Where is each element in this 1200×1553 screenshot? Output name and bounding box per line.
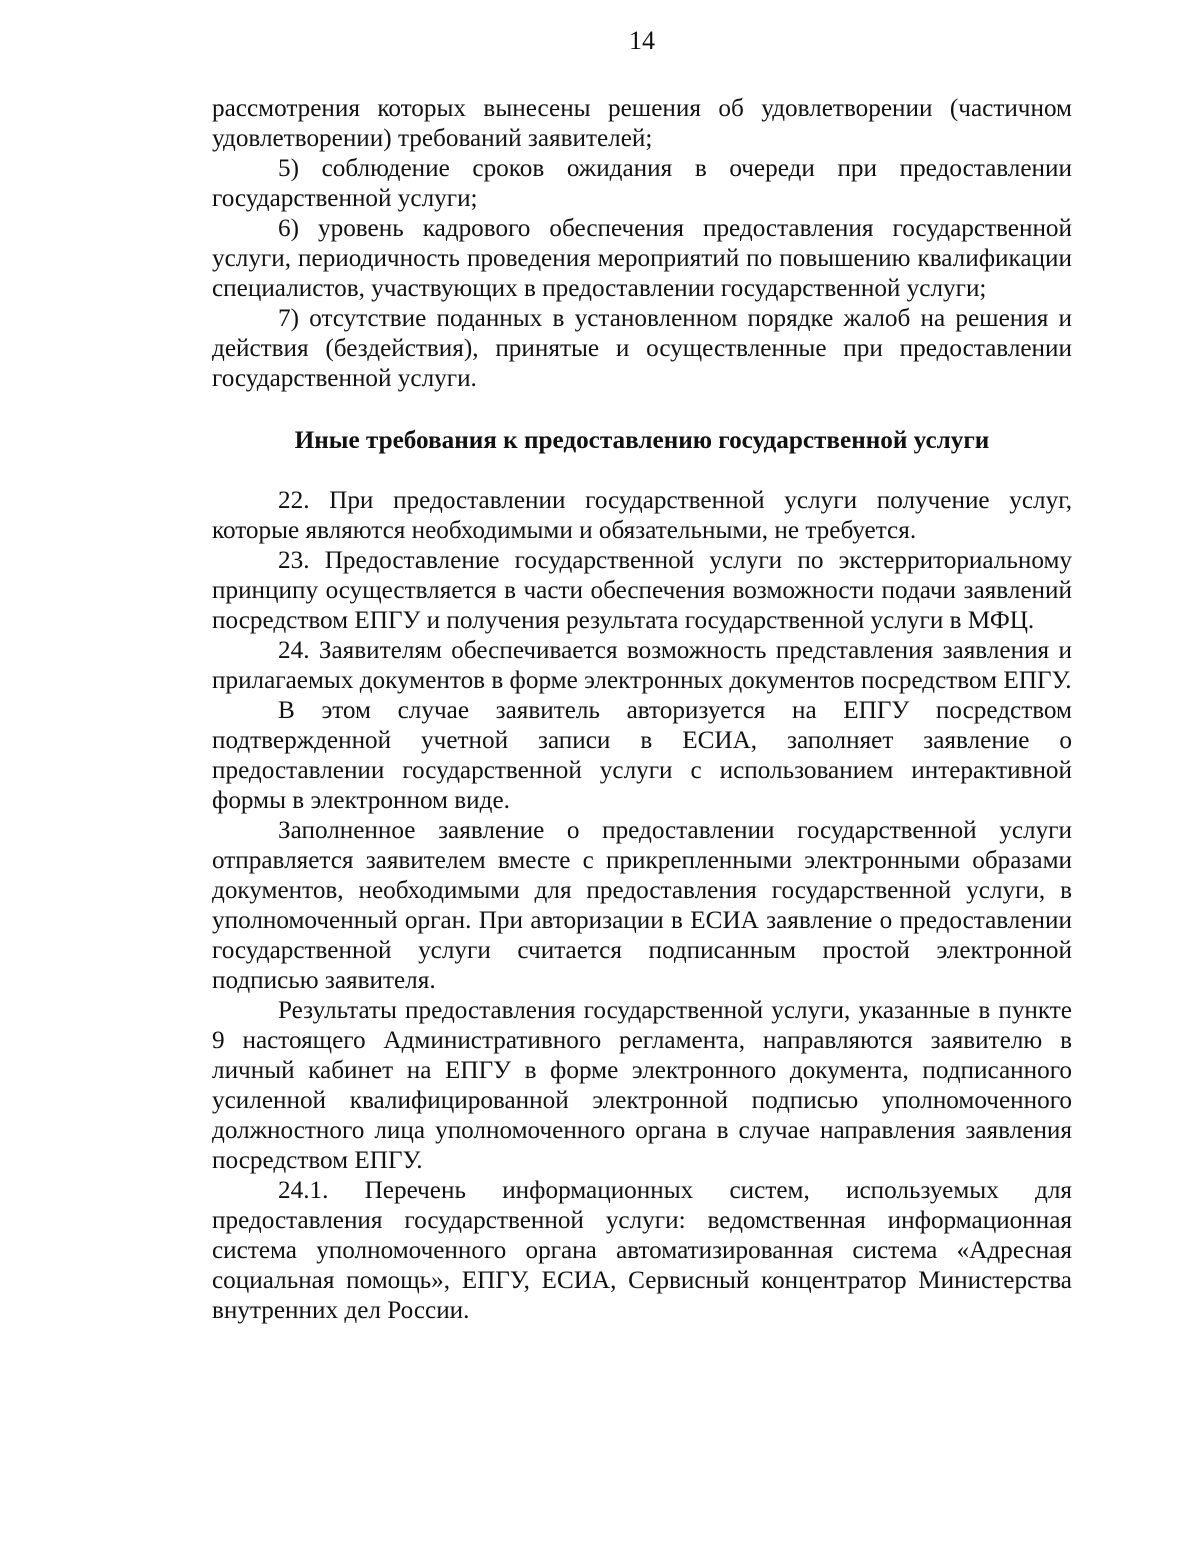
paragraph-item-6: 6) уровень кадрового обеспечения предоставления государственной услуги, периодичность проведения мероприятий по повышению квалификации специалистов, участвующих в предоставлении государственной услуги; (212, 215, 1072, 302)
paragraph-item-7: 7) отсутствие поданных в установленном порядке жалоб на решения и действия (бездействия), принятые и осуществленные при предоставлении государственной услуги. (212, 305, 1072, 392)
paragraph-continuation: рассмотрения которых вынесены решения об удовлетворении (частичном удовлетворении) требований заявителей; (212, 95, 1072, 152)
paragraph-24-results: Результаты предоставления государственной услуги, указанные в пункте 9 настоящего Административного регламента, направляются заявителю в личный кабинет на ЕПГУ в форме электронного документа, подписанного усиленной квалифицированной электронной подписью уполномоченного должностного лица уполномоченного органа в случае направления заявления посредством ЕПГУ. (212, 997, 1072, 1174)
paragraph-24-1: 24.1. Перечень информационных систем, используемых для предоставления государственной услуги: ведомственная информационная система уполномоченного органа автоматизированная система «Адресная социальная помощь», ЕПГУ, ЕСИА, Сервисный концентратор Министерства внутренних дел России. (212, 1177, 1072, 1324)
spacer (212, 394, 1072, 426)
paragraph-22: 22. При предоставлении государственной услуги получение услуг, которые являются необходимыми и обязательными, не требуется. (212, 487, 1072, 544)
paragraph-24-submission: Заполненное заявление о предоставлении государственной услуги отправляется заявителем вместе с прикрепленными электронными образами документов, необходимыми для предоставления государственной услуги, в уполномоченный орган. При авторизации в ЕСИА заявление о предоставлении государственной услуги считается подписанным простой электронной подписью заявителя. (212, 817, 1072, 994)
paragraph-24: 24. Заявителям обеспечивается возможность представления заявления и прилагаемых документов в форме электронных документов посредством ЕПГУ. (212, 637, 1072, 694)
paragraph-24-authorization: В этом случае заявитель авторизуется на ЕПГУ посредством подтвержденной учетной записи в ЕСИА, заполняет заявление о предоставлении государственной услуги с использованием интерактивной формы в электронном виде. (212, 697, 1072, 814)
paragraph-item-5: 5) соблюдение сроков ожидания в очереди при предоставлении государственной услуги; (212, 155, 1072, 212)
paragraph-23: 23. Предоставление государственной услуги по экстерриториальному принципу осуществляется в части обеспечения возможности подачи заявлений посредством ЕПГУ и получения результата государственной услуги в МФЦ. (212, 547, 1072, 634)
document-body (212, 94, 1072, 1326)
spacer (212, 456, 1072, 486)
section-heading: Иные требования к предоставлению государственной услуги (294, 427, 990, 454)
page-number: 14 (629, 26, 655, 55)
